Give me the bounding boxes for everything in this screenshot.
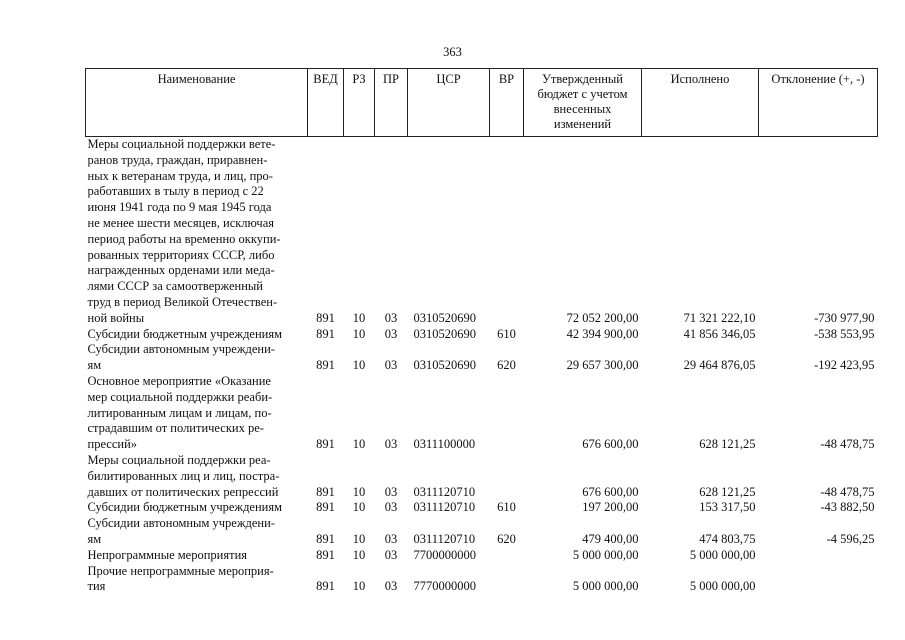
table-row: [86, 516, 878, 548]
cell-ved: 891: [316, 579, 335, 594]
cell-deviation: -730 977,90: [814, 310, 875, 325]
cell-csr: 0311120710: [413, 500, 476, 515]
cell-rz: 10: [352, 547, 366, 562]
cell-vr: [490, 137, 524, 327]
cell-vr: [490, 453, 524, 500]
name-line: тия: [87, 579, 106, 594]
cell-deviation: -48 478,75: [820, 437, 875, 452]
name-line: Субсидии бюджетным учреждениям: [87, 500, 283, 515]
cell-rz: 10: [352, 358, 366, 373]
cell-approved-budget: 676 600,00: [582, 437, 639, 452]
cell-approved-budget: 42 394 900,00: [566, 326, 639, 341]
name-line: лями СССР за самоотверженный: [87, 279, 263, 294]
header-name: Наименование: [86, 69, 308, 137]
cell-csr: 0310520690: [413, 326, 476, 341]
cell-executed: 5 000 000,00: [689, 547, 756, 562]
cell-pr: 03: [384, 326, 398, 341]
table-body: [86, 137, 878, 596]
table-row: [86, 342, 878, 374]
name-line: Непрограммные мероприятия: [87, 547, 248, 562]
cell-csr: 0311120710: [413, 484, 476, 499]
page-number: 363: [443, 45, 462, 59]
name-line: труд в период Великой Отечествен-: [87, 294, 278, 309]
cell-executed: 153 317,50: [699, 500, 756, 515]
cell-rz: 10: [352, 310, 366, 325]
cell-name: [86, 327, 308, 343]
name-line: Субсидии бюджетным учреждениям: [87, 326, 283, 341]
cell-pr: 03: [384, 484, 398, 499]
cell-approved-budget: 676 600,00: [582, 484, 639, 499]
name-line: Субсидии автономным учреждени-: [87, 342, 275, 357]
header-approved-budget: Утвержденный бюджет с учетом внесенных изменений: [524, 69, 642, 137]
cell-name: [86, 548, 308, 564]
cell-executed: 474 803,75: [699, 531, 756, 546]
name-line: рованных территориях СССР, либо: [87, 247, 275, 262]
cell-csr: 0311100000: [413, 437, 476, 452]
cell-csr: 7700000000: [413, 547, 476, 562]
cell-approved-budget: 72 052 200,00: [566, 310, 639, 325]
table-row: [86, 137, 878, 327]
cell-rz: 10: [352, 437, 366, 452]
name-line: прессий»: [87, 437, 138, 452]
cell-rz: 10: [352, 579, 366, 594]
header-executed: Исполнено: [642, 69, 759, 137]
name-line: билитированных лиц и лиц, постра-: [87, 468, 280, 483]
header-pr: ПР: [375, 69, 408, 137]
header-csr: ЦСР: [408, 69, 490, 137]
cell-executed: 628 121,25: [699, 484, 756, 499]
name-line: Меры социальной поддержки вете-: [87, 137, 276, 151]
cell-executed: 41 856 346,05: [683, 326, 756, 341]
cell-ved: 891: [316, 531, 335, 546]
table-row: [86, 564, 878, 596]
cell-deviation: [759, 548, 878, 564]
cell-deviation: -192 423,95: [814, 358, 875, 373]
cell-approved-budget: 5 000 000,00: [572, 547, 639, 562]
header-vr: ВР: [490, 69, 524, 137]
name-line: не менее шести месяцев, исключая: [87, 215, 274, 230]
cell-ved: 891: [316, 547, 335, 562]
table-row: [86, 327, 878, 343]
header-deviation: Отклонение (+, -): [759, 69, 878, 137]
cell-name: [86, 516, 308, 548]
cell-executed: 29 464 876,05: [683, 358, 756, 373]
cell-rz: 10: [352, 500, 366, 515]
cell-csr: 0310520690: [413, 358, 476, 373]
name-line: Основное мероприятие «Оказание: [87, 373, 271, 388]
name-line: ям: [87, 531, 102, 546]
cell-deviation: -48 478,75: [820, 484, 875, 499]
cell-name: [86, 137, 308, 327]
cell-executed: 628 121,25: [699, 437, 756, 452]
cell-name: [86, 500, 308, 516]
name-line: страдавшим от политических ре-: [87, 421, 264, 436]
cell-csr: 7770000000: [413, 579, 476, 594]
table-row: [86, 548, 878, 564]
cell-ved: 891: [316, 437, 335, 452]
cell-approved-budget: 5 000 000,00: [572, 579, 639, 594]
cell-pr: 03: [384, 579, 398, 594]
cell-pr: 03: [384, 358, 398, 373]
cell-deviation: [759, 564, 878, 596]
cell-vr: 620: [497, 531, 516, 546]
name-line: Меры социальной поддержки реа-: [87, 452, 271, 467]
cell-pr: 03: [384, 437, 398, 452]
cell-ved: 891: [316, 484, 335, 499]
cell-vr: [490, 548, 524, 564]
name-line: период работы на временно оккупи-: [87, 231, 281, 246]
cell-ved: 891: [316, 358, 335, 373]
header-rz: РЗ: [344, 69, 375, 137]
cell-deviation: -43 882,50: [820, 500, 875, 515]
name-line: награжденных орденами или меда-: [87, 263, 275, 278]
header-ved: ВЕД: [308, 69, 344, 137]
cell-vr: [490, 564, 524, 596]
cell-rz: 10: [352, 531, 366, 546]
cell-name: [86, 374, 308, 453]
name-line: июня 1941 года по 9 мая 1945 года: [87, 200, 272, 215]
cell-pr: 03: [384, 310, 398, 325]
cell-vr: [490, 374, 524, 453]
name-line: Прочие непрограммные мероприя-: [87, 563, 274, 578]
budget-table: [85, 68, 878, 595]
cell-vr: 610: [497, 500, 516, 515]
name-line: мер социальной поддержки реаби-: [87, 389, 273, 404]
cell-deviation: -4 596,25: [826, 531, 875, 546]
cell-executed: 5 000 000,00: [689, 579, 756, 594]
name-line: ных к ветеранам труда, и лиц, про-: [87, 168, 273, 183]
cell-approved-budget: 479 400,00: [582, 531, 639, 546]
cell-executed: 71 321 222,10: [683, 310, 756, 325]
cell-vr: 610: [497, 326, 516, 341]
cell-ved: 891: [316, 326, 335, 341]
table-row: [86, 374, 878, 453]
table-header-row: [86, 69, 878, 137]
cell-deviation: -538 553,95: [814, 326, 875, 341]
cell-pr: 03: [384, 500, 398, 515]
cell-name: [86, 564, 308, 596]
name-line: давших от политических репрессий: [87, 484, 279, 499]
cell-vr: 620: [497, 358, 516, 373]
cell-ved: 891: [316, 310, 335, 325]
name-line: ранов труда, граждан, приравнен-: [87, 152, 268, 167]
cell-csr: 0310520690: [413, 310, 476, 325]
name-line: литированным лицам и лицам, по-: [87, 405, 272, 420]
name-line: работавших в тылу в период с 22: [87, 184, 264, 199]
cell-rz: 10: [352, 326, 366, 341]
cell-rz: 10: [352, 484, 366, 499]
name-line: ной войны: [87, 310, 145, 325]
cell-approved-budget: 197 200,00: [582, 500, 639, 515]
name-line: Субсидии автономным учреждени-: [87, 516, 275, 531]
cell-approved-budget: 29 657 300,00: [566, 358, 639, 373]
name-line: ям: [87, 358, 102, 373]
cell-csr: 0311120710: [413, 531, 476, 546]
cell-pr: 03: [384, 531, 398, 546]
cell-pr: 03: [384, 547, 398, 562]
cell-ved: 891: [316, 500, 335, 515]
cell-name: [86, 342, 308, 374]
table-row: [86, 453, 878, 500]
table-row: [86, 500, 878, 516]
cell-name: [86, 453, 308, 500]
